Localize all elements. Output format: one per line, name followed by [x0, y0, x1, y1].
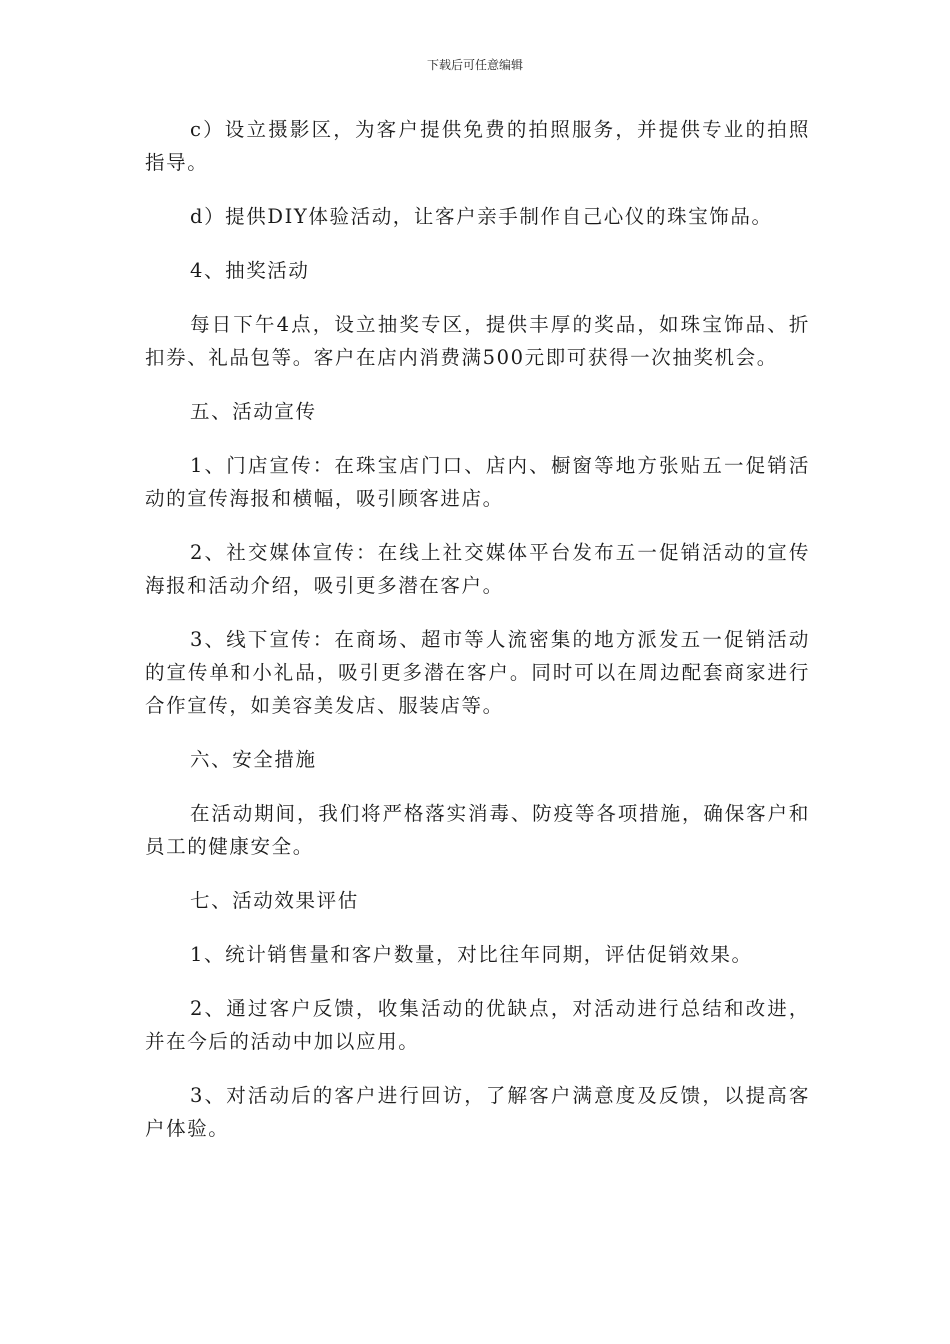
header-note: 下载后可任意编辑 [426, 58, 523, 72]
heading-safety: 六、安全措施 [190, 748, 317, 771]
paragraph-follow-up: 3、对活动后的客户进行回访，了解客户满意度及反馈，以提高客户体验。 [145, 1084, 810, 1140]
paragraph-diy-activity: d）提供DIY体验活动，让客户亲手制作自己心仪的珠宝饰品。 [190, 205, 773, 228]
paragraph-sales-statistics: 1、统计销售量和客户数量，对比往年同期，评估促销效果。 [190, 943, 753, 966]
heading-promotion: 五、活动宣传 [190, 400, 317, 423]
paragraph-safety: 在活动期间，我们将严格落实消毒、防疫等各项措施，确保客户和员工的健康安全。 [145, 802, 810, 858]
heading-evaluation: 七、活动效果评估 [190, 889, 359, 912]
paragraph-photo-area: c）设立摄影区，为客户提供免费的拍照服务，并提供专业的拍照指导。 [145, 118, 810, 174]
heading-lottery: 4、抽奖活动 [190, 259, 310, 282]
paragraph-feedback: 2、通过客户反馈，收集活动的优缺点，对活动进行总结和改进，并在今后的活动中加以应用。 [145, 997, 810, 1053]
paragraph-offline-promotion: 3、线下宣传：在商场、超市等人流密集的地方派发五一促销活动的宣传单和小礼品，吸引更多潜在客户。同时可以在周边配套商家进行合作宣传，如美容美发店、服装店等。 [145, 628, 810, 717]
paragraph-store-promotion: 1、门店宣传：在珠宝店门口、店内、橱窗等地方张贴五一促销活动的宣传海报和横幅，吸引顾客进店。 [145, 454, 810, 510]
document-body [145, 113, 810, 1166]
paragraph-social-media-promotion: 2、社交媒体宣传：在线上社交媒体平台发布五一促销活动的宣传海报和活动介绍，吸引更多潜在客户。 [145, 541, 810, 597]
paragraph-lottery: 每日下午4点，设立抽奖专区，提供丰厚的奖品，如珠宝饰品、折扣券、礼品包等。客户在店内消费满500元即可获得一次抽奖机会。 [145, 313, 810, 369]
